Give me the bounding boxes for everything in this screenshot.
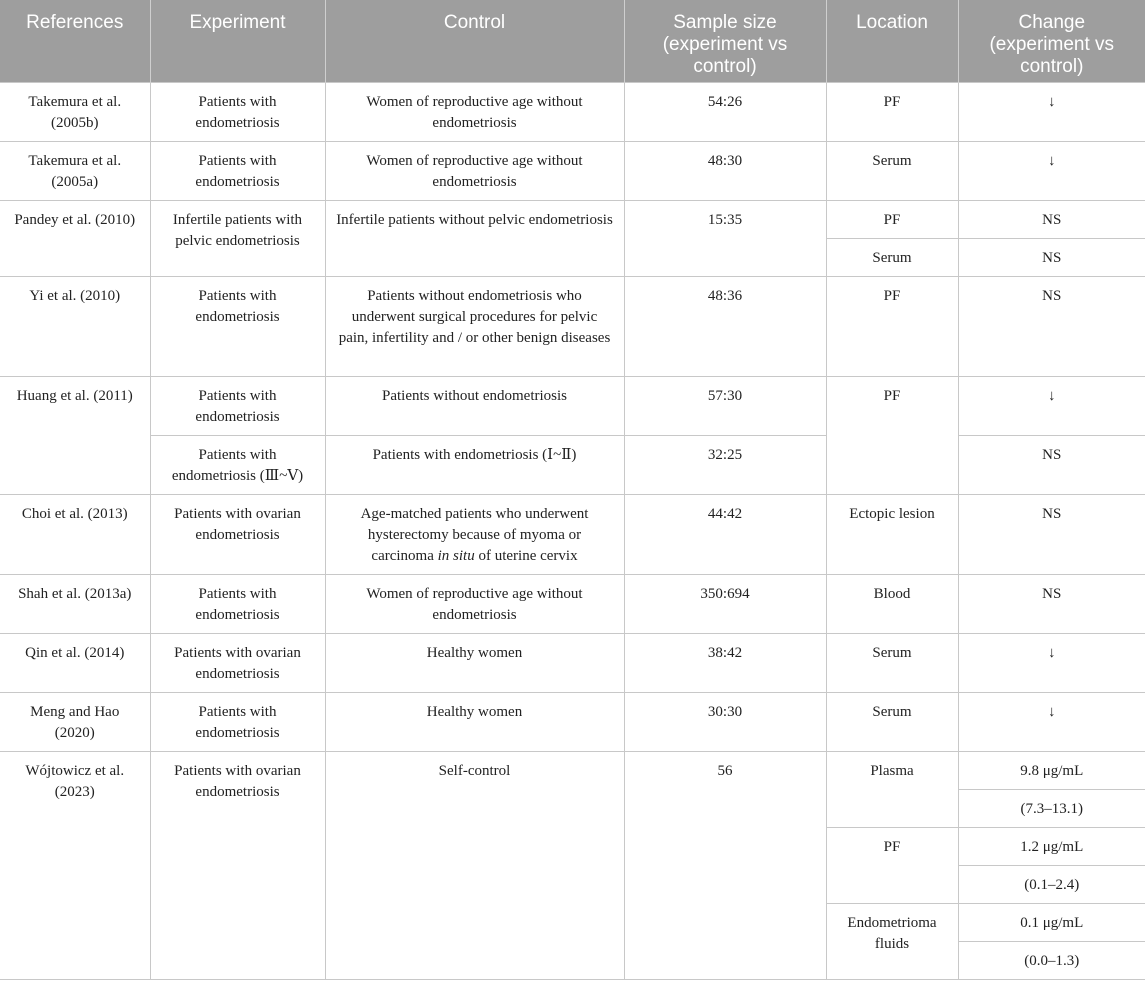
table-row <box>0 376 1145 435</box>
change-cell: NS <box>958 238 1145 276</box>
experiment-cell: Patients with endometriosis <box>150 574 325 633</box>
location-cell: Serum <box>826 141 958 200</box>
location-cell: PF <box>826 82 958 141</box>
control-cell: Patients without endometriosis <box>325 376 624 435</box>
sample-size-cell: 48:36 <box>624 276 826 376</box>
sample-size-cell: 350:694 <box>624 574 826 633</box>
change-range-cell: (7.3–13.1) <box>958 789 1145 827</box>
reference-cell: Pandey et al. (2010) <box>0 200 150 276</box>
change-cell: NS <box>958 574 1145 633</box>
location-cell: Ectopic lesion <box>826 494 958 574</box>
change-cell: ↓ <box>958 633 1145 692</box>
sample-size-cell: 56 <box>624 751 826 979</box>
change-cell: NS <box>958 276 1145 376</box>
control-cell <box>325 494 624 574</box>
change-cell: NS <box>958 494 1145 574</box>
table-row <box>0 633 1145 692</box>
location-cell: Serum <box>826 633 958 692</box>
experiment-cell: Patients with endometriosis (Ⅲ~Ⅴ) <box>150 435 325 494</box>
header-control: Control <box>325 0 624 82</box>
location-cell: Serum <box>826 238 958 276</box>
table-row <box>0 692 1145 751</box>
control-text-italic: in situ <box>437 547 475 564</box>
sample-size-cell: 57:30 <box>624 376 826 435</box>
experiment-cell: Patients with ovarian endometriosis <box>150 494 325 574</box>
header-experiment: Experiment <box>150 0 325 82</box>
control-cell: Women of reproductive age without endometriosis <box>325 574 624 633</box>
experiment-cell: Patients with endometriosis <box>150 82 325 141</box>
table-row <box>0 494 1145 574</box>
table-row <box>0 82 1145 141</box>
table-subrow <box>0 435 1145 494</box>
table-row <box>0 200 1145 238</box>
change-cell: ↓ <box>958 376 1145 435</box>
control-cell: Healthy women <box>325 633 624 692</box>
change-range-cell: (0.1–2.4) <box>958 865 1145 903</box>
control-cell: Infertile patients without pelvic endometriosis <box>325 200 624 276</box>
reference-cell: Huang et al. (2011) <box>0 376 150 494</box>
sample-size-cell: 44:42 <box>624 494 826 574</box>
header-change: Change (experiment vs control) <box>958 0 1145 82</box>
table-row <box>0 276 1145 376</box>
control-cell: Self-control <box>325 751 624 979</box>
experiment-cell: Patients with endometriosis <box>150 141 325 200</box>
experiment-cell: Patients with ovarian endometriosis <box>150 633 325 692</box>
reference-cell: Qin et al. (2014) <box>0 633 150 692</box>
change-cell: ↓ <box>958 141 1145 200</box>
sample-size-cell: 15:35 <box>624 200 826 276</box>
control-cell: Women of reproductive age without endometriosis <box>325 82 624 141</box>
control-text: Age-matched patients who underwent hysterectomy because of myoma or carcinoma <box>360 505 589 564</box>
table-row <box>0 574 1145 633</box>
header-row <box>0 0 1145 82</box>
location-cell: PF <box>826 200 958 238</box>
header-references: References <box>0 0 150 82</box>
change-range-cell: (0.0–1.3) <box>958 941 1145 979</box>
control-cell: Women of reproductive age without endometriosis <box>325 141 624 200</box>
control-cell: Healthy women <box>325 692 624 751</box>
location-cell: Plasma <box>826 751 958 827</box>
control-cell: Patients with endometriosis (Ⅰ~Ⅱ) <box>325 435 624 494</box>
header-location: Location <box>826 0 958 82</box>
experiment-cell: Infertile patients with pelvic endometriosis <box>150 200 325 276</box>
change-cell: NS <box>958 435 1145 494</box>
reference-cell: Shah et al. (2013a) <box>0 574 150 633</box>
sample-size-cell: 30:30 <box>624 692 826 751</box>
table-row <box>0 751 1145 789</box>
location-cell: PF <box>826 276 958 376</box>
sample-size-cell: 48:30 <box>624 141 826 200</box>
reference-cell: Wójtowicz et al. (2023) <box>0 751 150 979</box>
change-cell: ↓ <box>958 692 1145 751</box>
experiment-cell: Patients with endometriosis <box>150 692 325 751</box>
reference-cell: Takemura et al. (2005b) <box>0 82 150 141</box>
location-cell: PF <box>826 827 958 903</box>
location-cell: Endometrioma fluids <box>826 903 958 979</box>
sample-size-cell: 54:26 <box>624 82 826 141</box>
table-row <box>0 141 1145 200</box>
location-cell: PF <box>826 376 958 494</box>
reference-cell: Yi et al. (2010) <box>0 276 150 376</box>
change-cell: ↓ <box>958 82 1145 141</box>
reference-cell: Meng and Hao (2020) <box>0 692 150 751</box>
change-cell: 9.8 μg/mL <box>958 751 1145 789</box>
reference-cell: Takemura et al. (2005a) <box>0 141 150 200</box>
change-cell: 1.2 μg/mL <box>958 827 1145 865</box>
control-text: of uterine cervix <box>478 547 578 564</box>
location-cell: Serum <box>826 692 958 751</box>
sample-size-cell: 32:25 <box>624 435 826 494</box>
control-cell: Patients without endometriosis who underwent surgical procedures for pelvic pain, infertility and / or other benign diseases <box>325 276 624 376</box>
reference-cell: Choi et al. (2013) <box>0 494 150 574</box>
experiment-cell: Patients with ovarian endometriosis <box>150 751 325 979</box>
sample-size-cell: 38:42 <box>624 633 826 692</box>
location-cell: Blood <box>826 574 958 633</box>
change-cell: 0.1 μg/mL <box>958 903 1145 941</box>
change-cell: NS <box>958 200 1145 238</box>
experiment-cell: Patients with endometriosis <box>150 276 325 376</box>
header-sample-size: Sample size (experiment vs control) <box>624 0 826 82</box>
experiment-cell: Patients with endometriosis <box>150 376 325 435</box>
